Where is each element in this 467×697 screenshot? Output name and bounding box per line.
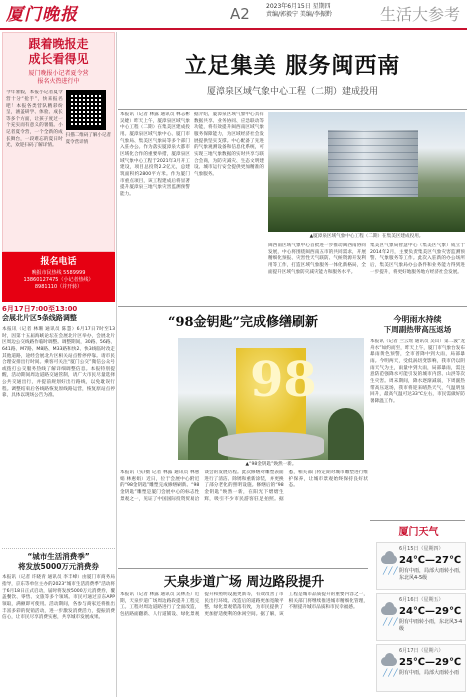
lead-col-3-text: 闽西南区域气象中心首批进一步推动闽西南协同发展，中心将围绕闽西南五市的共同需求，开展精细化预报、灾害性天气联防、气候资源开发利用等工作，打造区域气象服务一体化新格局，全面提升区域气象防灾减灾能力和服务水平。	[268, 243, 366, 275]
bus-headline: 6月17日7:00至13:00	[2, 305, 78, 313]
rain-cloud-icon: ╱╱╱	[379, 602, 397, 616]
newspaper-logo: 厦门晚报	[6, 5, 78, 25]
lead-col-3	[268, 243, 366, 305]
qr-caption: 扫描二维码了解小记者夏令营详情	[65, 133, 111, 145]
weather-day-1	[376, 542, 466, 590]
phone-title: 报名电话	[40, 257, 77, 267]
consume-headline-1: “城市生活消费季”	[27, 552, 90, 561]
key98-article	[120, 470, 368, 566]
consume-headline-2: 将发放5000万元消费券	[18, 562, 99, 572]
section-divider	[118, 306, 467, 307]
consume-article	[2, 548, 115, 697]
promo-title-2: 成长看得见	[28, 52, 89, 66]
key98-body: 本报讯（实/摄 记者 林露 通讯员 林惠娟 林惠娟）近日，位于会展中心附近的“98金钥匙”雕塑完成修缮刷新。“98金钥匙”雕塑是厦门会展中心的标志性景观之一，见证了中国国际投资贸易洽谈会的发展历程。此次修缮对雕塑表面进行了清洁、除锈和重新涂装，并更换了部分老化的照明设施。修缮后的“98金钥匙”焕然一新，在阳光下熠熠生辉，吸引不少市民游客驻足拍照。据悉，相关部门将定期对城市雕塑进行维护保养，让城市景观始终保持良好状态。	[120, 470, 368, 502]
rain-cloud-icon: ╱╱╱	[379, 551, 397, 565]
sculpture-98-number: 98	[250, 352, 317, 408]
promo-body: 今年暑假，本报小记者夏令营十分“抢手”，快来报名吧！本报各类营队精彩纷呈，涵盖研学、体验、成长等多个方面，让孩子度过一个充实而有意义的暑假。小记者夏令营，一个全新的成长舞台，一段难忘的夏日时光，欢迎扫码了解详情。	[6, 90, 63, 149]
bus-article	[2, 305, 115, 541]
key98-caption: ▲“98金钥匙”焕然一新。	[245, 462, 297, 467]
phone-line-1: 晚报市民热线 5589999	[31, 270, 86, 277]
phone-line-3: 8981110（并开转）	[34, 283, 83, 290]
weather-title: 厦门天气	[398, 527, 439, 538]
rain-title-2: 下周副热带高压返场	[383, 324, 452, 334]
rain-title-1: 今明雨水持续	[393, 314, 442, 324]
lead-col-4-text: 集美区气象局智慧中心（集美区气象）成立于2014年2月，主要负责集美区气象灾害监测预警、气象服务等工作。此次入驻新的办公场所后，集美区气象局办公条件和业务能力得到进一步提升，将更好地服务地方经济社会发展。	[370, 243, 465, 275]
issue-date: 2023年6月15日 星期四	[266, 3, 331, 10]
lead-subtitle: 厦漳泉区域气象中心工程（二期）建成投用	[206, 86, 378, 97]
weather-date: 6月16日（星期五）	[399, 597, 444, 603]
issue-editors: 责编/郭毅宁 美编/李振黔	[266, 11, 332, 19]
issue-info	[266, 3, 332, 20]
lead-photo-caption: ▲厦漳泉区域气象中心工程（二期）在集美区建成投用。	[309, 234, 424, 239]
promo-box	[2, 32, 115, 252]
weather-day-3	[376, 644, 466, 692]
weather-date: 6月17日（星期六）	[399, 648, 444, 654]
page-number: A2	[230, 5, 250, 23]
key98-photo	[178, 338, 364, 460]
weather-temp: 24℃—27℃	[399, 555, 462, 566]
lead-photo	[268, 112, 465, 232]
bus-subhead: 会展北片区5条线路调整	[2, 314, 77, 323]
promo-subtitle-1: 厦门晚报小记者夏令营	[28, 70, 89, 77]
weather-temp: 25℃—29℃	[399, 657, 462, 668]
lead-col-2-text: 据介绍，厦漳泉区域气象中心具有数据共享、业务协同、应急联动等功能，将有效提升闽西南区域气象服务保障能力，为区域经济社会发展提供坚实支撑。中心配备了先进的气象观测设备和信息化系统，可实现三地气象数据的实时共享与联合会商，为防灾减灾、生态文明建设、城市运行安全提供更加精准的气象服务。	[194, 112, 264, 177]
trail-title: 天泉步道广场 周边路段提升	[163, 575, 325, 590]
key98-title: “98金钥匙”完成修缮刷新	[167, 315, 319, 330]
rain-cloud-icon: ╱╱╱	[379, 653, 397, 667]
signup-phone-box	[2, 252, 115, 302]
lead-col-1-text: 本报讯（记者 林露 通讯员 林志彬 吴婕）昨天上午，厦漳泉区域气象中心工程（二期）在集美区建成投用。厦漳泉区域气象中心、厦门市气象局、集美区气象局等多个部门入驻办公。作为落实厦漳泉大都市区域化合作的重要举措，厦漳泉区域气象中心工程于2021年3月开工建设，项目总投资2.2亿元，总建筑面积约2800平方米。作为厦门市重点项目，该工程建成后将显著提升厦漳泉三地气象灾害监测预警能力。	[120, 112, 190, 197]
trail-article	[120, 592, 368, 696]
qr-code-icon[interactable]	[66, 90, 106, 130]
promo-subtitle-2: 报名火热进行中	[37, 78, 80, 86]
weather-desc: 阴有中雨转小雨，东北风3-4级	[399, 619, 463, 632]
weather-temp: 24℃—29℃	[399, 606, 462, 617]
consume-body: 本报讯（记者 许晓青 通讯员 李丰峰）由厦门市商务局指导，京东等单位主办的2023“城市生活消费季”活动将于6月18日正式启动，届时将发放5000万元消费券，覆盖餐饮、零售、文旅等多个领域。市民可通过京东APP领取，满额即可使用。活动期间，各参与商家还将推出丰富多彩的促销活动，进一步激发消费活力，提振消费信心，让市民尽享消费实惠，共享城市发展成果。	[2, 575, 115, 621]
section-title: 生活大参考	[380, 5, 461, 24]
weather-desc: 阴有中雨，局部大雨转小雨，东北风4-5级	[399, 568, 465, 581]
sculpture-base	[218, 432, 324, 460]
column-divider	[116, 32, 117, 697]
masthead	[0, 0, 467, 30]
phone-line-2: 13860127475（小记者热线）	[23, 276, 94, 283]
weather-desc: 阴有中雨，局部大雨转小雨	[399, 670, 460, 676]
bus-body: 本报讯（记者 林珊 通讯员 陈慧）6月17日7时至13时，因第十五届海峡论坛在会展北片区举办，会展北片区周边公交线路作临时调整。调整期间，30路、56路、641路、M7路、M8路、M33路和快2、快3线临时改走其他道路，途经会展北片区相关站点暂停停靠。请市民合理安排出行时间。乘客可关注“厦门公交”微信公众号或拨打公交服务热线了解详细调整信息。本报特别提醒，活动期间周边道路交通管制，请广大市民尽量选择公共交通出行，并提前规划好出行路线，以免耽误行程。调整结束后各线路恢复原线路运营，恢复原站点停靠，具体以现场公告为准。	[2, 326, 115, 399]
promo-title-1: 跟着晚报走	[28, 37, 89, 51]
trail-body: 本报讯（记者 林露 通讯员 吴林杰）近期，天泉步道广场周边路段提升工程完工。工程对周边道路进行了全面改造，包括路面翻新、人行道铺设、绿化景观提升和照明设施更新等，有效改善了市民出行环境。改造后的道路更加宽敞平整，绿化景观错落有致，为市民提供了更加舒适便利的休闲空间。据了解，该工程是城市品质提升的重要内容之一，相关部门将继续推进城市精细化管理，不断提升城市品质和市民幸福感。	[120, 592, 368, 617]
trees-shape	[268, 197, 465, 232]
weather-date: 6月15日（星期四）	[399, 546, 444, 552]
rain-article	[370, 314, 465, 515]
lead-title: 立足集美 服务闽西南	[184, 53, 401, 79]
lead-col-2	[194, 112, 264, 304]
lead-col-4	[370, 243, 465, 305]
weather-day-2	[376, 593, 466, 641]
rain-body: 本报讯（记者 兰云瑶 通讯员 吴山）第二波“龙舟水”如约而至，昨天上午，厦门市气象台发布暴雨黄色预警，全市普降中到大雨，局部暴雨。今明两天，受低涡切变影响，我市仍以阴雨天气为主，雨量中到大雨，局部暴雨，需注意防范强降水可能引发的城市内涝、山洪等次生灾害。周末期间，降水逐渐减弱，下周副热带高压返场，我市将迎来晴热天气，气温明显回升，最高气温可达33℃左右，市民需做好防暑降温工作。	[370, 338, 465, 404]
lead-col-1	[120, 112, 190, 304]
lead-headline-block	[118, 34, 467, 110]
